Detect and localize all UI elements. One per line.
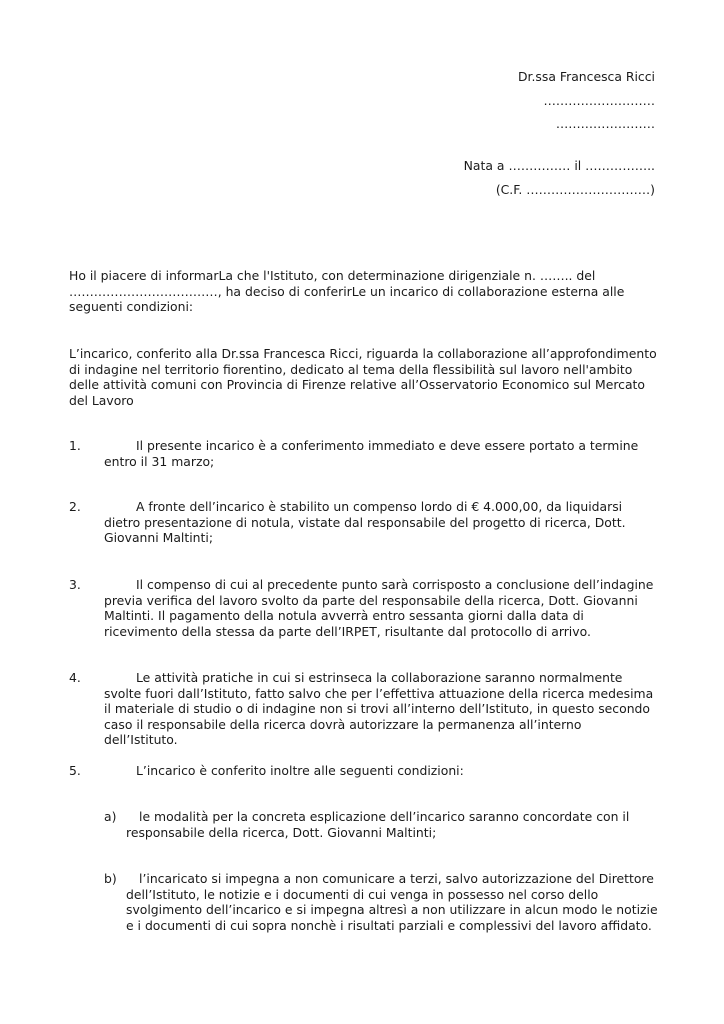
item-number: 3. (69, 577, 81, 592)
item-text: L’incarico è conferito inoltre alle seguenti condizioni: (136, 763, 464, 778)
subitem-label: a) (104, 809, 117, 824)
subitem-label: b) (104, 871, 117, 886)
item-number: 2. (69, 499, 81, 514)
item-text: Il presente incarico è a conferimento immediato e deve essere portato a termine entro il 31 marzo; (104, 438, 639, 469)
recipient-address-line-2: …………………… (555, 116, 655, 131)
numbered-item (69, 577, 659, 639)
assignment-paragraph: L’incarico, conferito alla Dr.ssa Francesca Ricci, riguarda la collaborazione all’approfondimento di indagine nel territorio fiorentino, dedicato al tema della flessibilità sul lavoro nell'ambito delle attività comuni con Provincia di Firenze relative all’Osservatorio Economico sul Mercato del Lavoro (69, 346, 657, 408)
recipient-name: Dr.ssa Francesca Ricci (518, 69, 655, 84)
intro-paragraph: Ho il piacere di informarLa che l'Istituto, con determinazione dirigenziale n. …….. del ………………………………, ha deciso di conferirLe un incarico di collaborazione esterna alle seguenti condizioni: (69, 268, 625, 315)
numbered-item (69, 670, 659, 748)
numbered-item (69, 438, 659, 469)
recipient-tax-code: (C.F. …………………………) (495, 182, 655, 197)
item-text: Le attività pratiche in cui si estrinseca la collaborazione saranno normalmente svolte fuori dall’Istituto, fatto salvo che per l’effettiva attuazione della ricerca medesima il materiale di studio o di indagine non si trovi all’interno dell’Istituto, in questo secondo caso il responsabile della ricerca dovrà autorizzare la permanenza all’interno dell’Istituto. (104, 670, 654, 748)
lettered-subitem (104, 809, 659, 840)
item-text: A fronte dell’incarico è stabilito un compenso lordo di € 4.000,00, da liquidarsi dietro presentazione di notula, vistate dal responsabile del progetto di ricerca, Dott. Giovanni Maltinti; (104, 499, 626, 546)
item-number: 1. (69, 438, 81, 453)
numbered-item (69, 499, 659, 546)
item-number: 4. (69, 670, 81, 685)
subitem-text: le modalità per la concreta esplicazione dell’incarico saranno concordate con il responsabile della ricerca, Dott. Giovanni Maltinti; (126, 809, 630, 840)
recipient-address-line-1: ……………………… (543, 93, 655, 108)
item-text: Il compenso di cui al precedente punto sarà corrisposto a conclusione dell’indagine previa verifica del lavoro svolto da parte del responsabile della ricerca, Dott. Giovanni Maltinti. Il pagamento della notula avverrà entro sessanta giorni dalla data di ricevimento della stessa da parte dell’IRPET, risultante dal protocollo di arrivo. (104, 577, 654, 639)
recipient-birth-line: Nata a …………… il …………….. (463, 158, 655, 173)
lettered-subitem (104, 871, 659, 933)
numbered-item (69, 763, 659, 779)
subitem-text: l’incaricato si impegna a non comunicare a terzi, salvo autorizzazione del Direttore dell’Istituto, le notizie e i documenti di cui venga in possesso nel corso dello svolgimento dell’incarico e si impegna altresì a non utilizzare in alcun modo le notizie e i documenti di cui sopra nonchè i risultati parziali e complessivi del lavoro affidato. (126, 871, 658, 933)
item-number: 5. (69, 763, 81, 778)
